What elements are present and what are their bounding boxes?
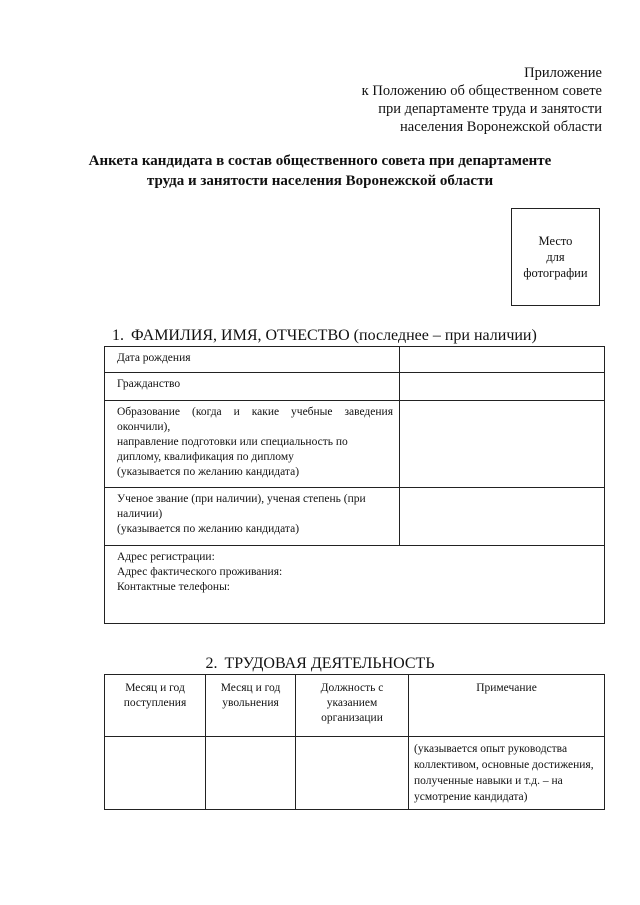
- section-number: 1.: [112, 327, 124, 344]
- cell-position[interactable]: [296, 737, 409, 810]
- column-header-note: Примечание: [409, 675, 605, 737]
- column-header-end: Месяц и год увольнения: [206, 675, 296, 737]
- field-value-academic-title[interactable]: [400, 488, 605, 546]
- table-row: [105, 401, 605, 488]
- field-label-academic-title: Ученое звание (при наличии), ученая степень (при наличии) (указывается по желанию кандидата): [105, 488, 400, 546]
- field-value-citizenship[interactable]: [400, 373, 605, 401]
- personal-info-table: [104, 346, 605, 624]
- section-1-title: [112, 327, 537, 345]
- document-title: [0, 151, 640, 191]
- table-row: [105, 488, 605, 546]
- photo-label-line: фотографии: [523, 266, 588, 280]
- appendix-header: [362, 64, 602, 136]
- field-label-citizenship: Гражданство: [105, 373, 400, 401]
- document-title-line: Анкета кандидата в состав общественного совета при департаменте: [88, 153, 552, 169]
- field-label-contacts: Адрес регистрации: Адрес фактического проживания: Контактные телефоны:: [105, 546, 605, 624]
- cell-note: (указывается опыт руководства коллективом, основные достижения, полученные навыки и т.д. – на усмотрение кандидата): [409, 737, 605, 810]
- appendix-line: населения Воронежской области: [400, 119, 602, 135]
- document-title-line: труда и занятости населения Воронежской области: [146, 173, 494, 189]
- field-label-education: Образование (когда и какие учебные заведения окончили), направление подготовки или специальность по диплому, квалификация по диплому (указывается по желанию кандидата): [105, 401, 400, 488]
- table-row: [105, 546, 605, 624]
- field-value-education[interactable]: [400, 401, 605, 488]
- section-2-title: [0, 655, 640, 673]
- table-row: [105, 737, 605, 810]
- photo-placeholder: [511, 208, 600, 306]
- appendix-line: Приложение: [524, 65, 602, 81]
- appendix-line: к Положению об общественном совете: [361, 83, 602, 99]
- photo-label-line: для: [546, 250, 565, 264]
- table-row: [105, 347, 605, 373]
- field-value-birth-date[interactable]: [400, 347, 605, 373]
- cell-end-date[interactable]: [206, 737, 296, 810]
- section-title-text: ТРУДОВАЯ ДЕЯТЕЛЬНОСТЬ: [224, 655, 435, 672]
- work-history-table: [104, 674, 605, 810]
- table-row: [105, 373, 605, 401]
- photo-label-line: Место: [538, 234, 573, 248]
- cell-start-date[interactable]: [105, 737, 206, 810]
- column-header-position: Должность с указанием организации: [296, 675, 409, 737]
- field-label-birth-date: Дата рождения: [105, 347, 400, 373]
- appendix-line: при департаменте труда и занятости: [378, 101, 602, 117]
- section-number: 2.: [205, 655, 218, 672]
- column-header-start: Месяц и год поступления: [105, 675, 206, 737]
- table-header-row: [105, 675, 605, 737]
- section-title-text: ФАМИЛИЯ, ИМЯ, ОТЧЕСТВО (последнее – при наличии): [131, 327, 537, 344]
